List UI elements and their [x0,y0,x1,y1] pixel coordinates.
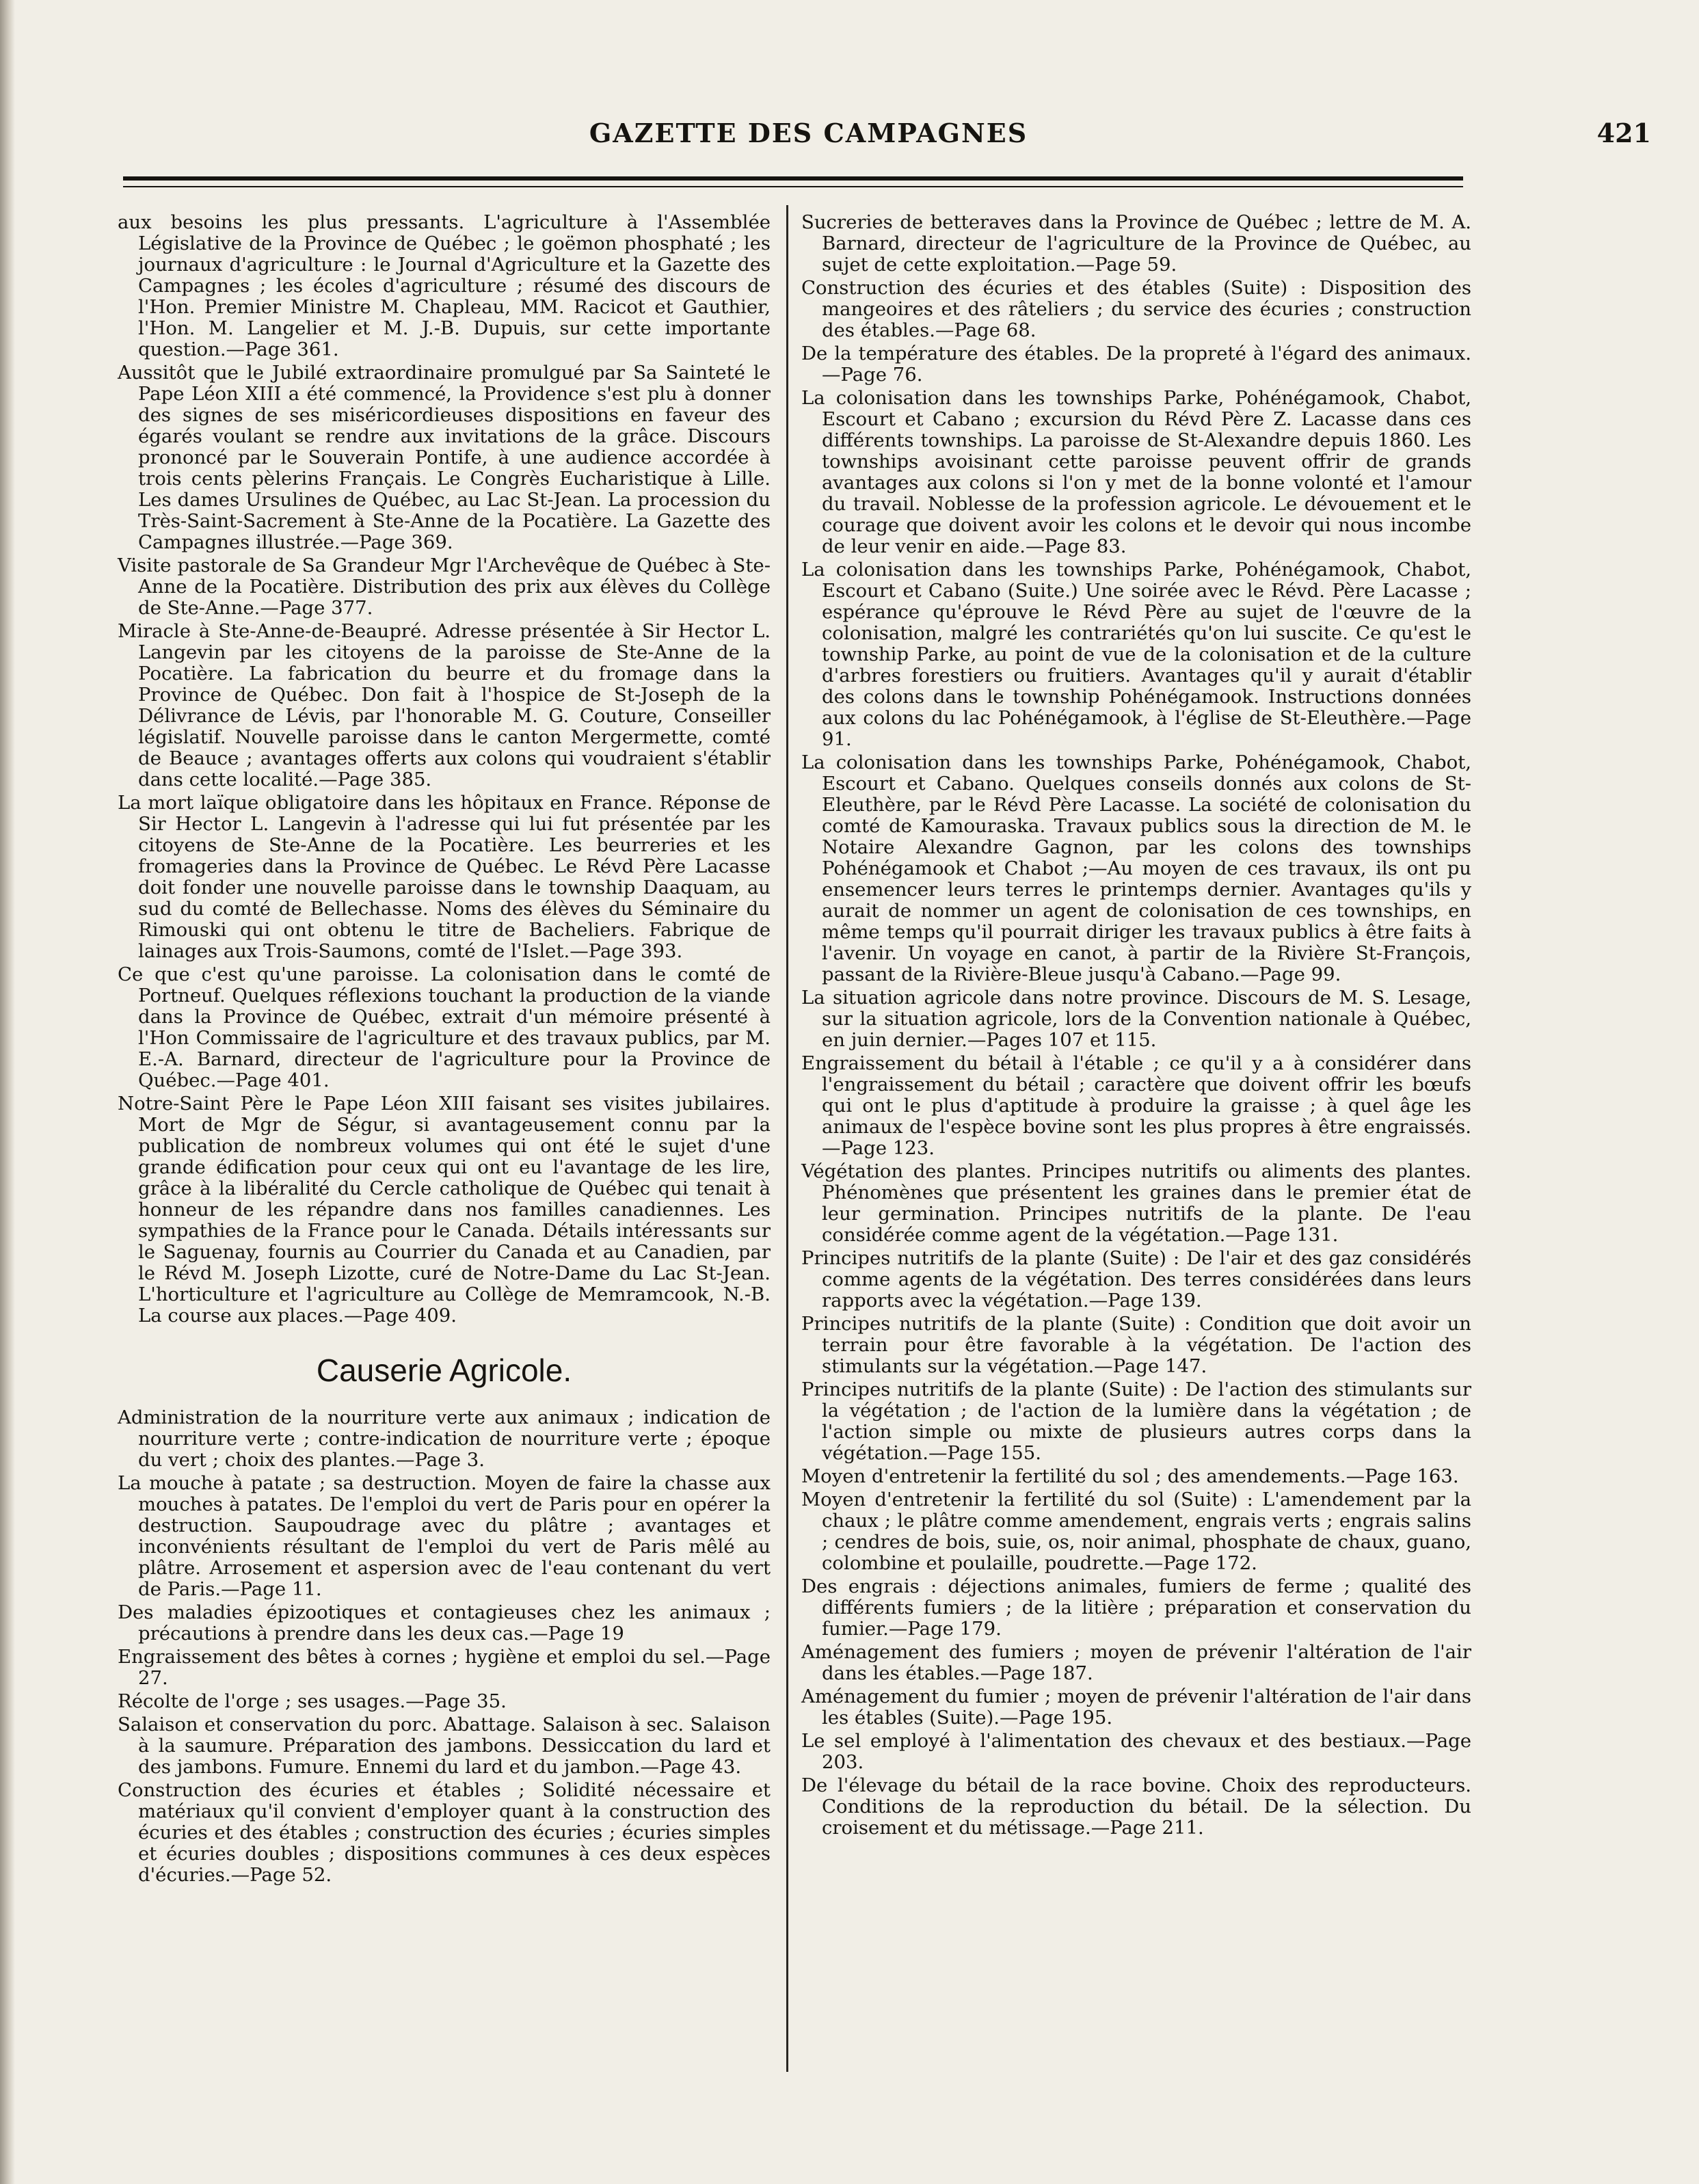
index-entry: Construction des écuries et des étables (Suite) : Disposition des mangeoires et des râteliers ; du service des écuries ; construction des étables.—Page 68. [801,277,1471,341]
column-divider [786,205,788,2072]
index-entry: Des engrais : déjections animales, fumiers de ferme ; qualité des différents fumiers ; de la litière ; préparation et conservation du fumier.—Page 179. [801,1575,1471,1640]
index-entry: Principes nutritifs de la plante (Suite) : De l'air et des gaz considérés comme agents de la végétation. Des terres considérées dans leurs rapports avec la végétation.—Page 139. [801,1247,1471,1311]
index-entry: Aussitôt que le Jubilé extraordinaire promulgué par Sa Sainteté le Pape Léon XIII a été commencé, la Providence s'est plu à donner des signes de ses miséricordieuses dispositions en faveur des égarés voulant se rendre aux invitations de la grâce. Discours prononcé par le Souverain Pontife, à une audience accordée à trois cents pèlerins Français. Le Congrès Eucharistique à Lille. Les dames Ursulines de Québec, au Lac St-Jean. La procession du Très-Saint-Sacrement à Ste-Anne de la Pocatière. La Gazette des Campagnes illustrée.—Page 369. [118,362,771,553]
index-entry: Le sel employé à l'alimentation des chevaux et des bestiaux.—Page 203. [801,1730,1471,1773]
left-column [118,212,771,1888]
index-entry: Miracle à Ste-Anne-de-Beaupré. Adresse présentée à Sir Hector L. Langevin par les citoyens de la paroisse de Ste-Anne de la Pocatière. La fabrication du beurre et du fromage dans la Province de Québec. Don fait à l'hospice de St-Joseph de la Délivrance de Lévis, par l'honorable M. G. Couture, Conseiller législatif. Nouvelle paroisse dans le canton Mergermette, comté de Beauce ; avantages offerts aux colons qui voudraient s'établir dans cette localité.—Page 385. [118,620,771,790]
index-entry: De l'élevage du bétail de la race bovine. Choix des reproducteurs. Conditions de la reproduction du bétail. De la sélection. Du croisement et du métissage.—Page 211. [801,1774,1471,1839]
index-entry: Des maladies épizootiques et contagieuses chez les animaux ; précautions à prendre dans les deux cas.—Page 19 [118,1601,771,1644]
index-entry: Végétation des plantes. Principes nutritifs ou aliments des plantes. Phénomènes que présentent les graines dans le premier état de leur germination. Principes nutritifs de la plante. De l'eau considérée comme agent de la végétation.—Page 131. [801,1160,1471,1246]
running-title: GAZETTE DES CAMPAGNES [589,118,1028,148]
index-entry: Notre-Saint Père le Pape Léon XIII faisant ses visites jubilaires. Mort de Mgr de Ségur, si avantageusement connu par la publication de nombreux volumes qui ont été le sujet d'une grande édification pour ceux qui ont eu l'avantage de les lire, grâce à la libéralité du Cercle catholique de Québec qui tenait à honneur de les répandre dans nos familles canadiennes. Les sympathies de la France pour le Canada. Détails intéressants sur le Saguenay, fournis au Courrier du Canada et au Canadien, par le Révd M. Joseph Lizotte, curé de Notre-Dame du Lac St-Jean. L'horticulture et l'agriculture au Collège de Memramcook, N.-B. La course aux places.—Page 409. [118,1093,771,1327]
index-entry: La colonisation dans les townships Parke, Pohénégamook, Chabot, Escourt et Cabano ; excursion du Révd Père Z. Lacasse dans ces différents townships. La paroisse de St-Alexandre depuis 1860. Les townships avoisinant cette paroisse peuvent offrir de grands avantages aux colons si l'on y met de la bonne volonté et l'amour du travail. Noblesse de la profession agricole. Le dévouement et le courage que doivent avoir les colons et le devoir qui nous incombe de leur venir en aide.—Page 83. [801,387,1471,557]
index-entry: La mouche à patate ; sa destruction. Moyen de faire la chasse aux mouches à patates. De l'emploi du vert de Paris pour en opérer la destruction. Saupoudrage avec du plâtre ; avantages et inconvénients résultant de l'emploi du vert de Paris mêlé au plâtre. Arrosement et aspersion avec de l'eau contenant du vert de Paris.—Page 11. [118,1472,771,1600]
index-entry: Aménagement du fumier ; moyen de prévenir l'altération de l'air dans les étables (Suite).—Page 195. [801,1686,1471,1729]
index-entry: Administration de la nourriture verte aux animaux ; indication de nourriture verte ; contre-indication de nourriture verte ; époque du vert ; choix des plantes.—Page 3. [118,1407,771,1471]
index-entry: Principes nutritifs de la plante (Suite) : De l'action des stimulants sur la végétation ; de l'action de la lumière dans la végétation ; de l'action simple ou mixte de plusieurs autres corps dans la végétation.—Page 155. [801,1379,1471,1464]
index-entry: Salaison et conservation du porc. Abattage. Salaison à sec. Salaison à la saumure. Préparation des jambons. Dessiccation du lard et des jambons. Fumure. Ennemi du lard et du jambon.—Page 43. [118,1714,771,1778]
index-entry: Engraissement des bêtes à cornes ; hygiène et emploi du sel.—Page 27. [118,1646,771,1689]
index-entry: La mort laïque obligatoire dans les hôpitaux en France. Réponse de Sir Hector L. Langevin à l'adresse qui lui fut présentée par les citoyens de Ste-Anne de la Pocatière. Les beurreries et les fromageries dans la Province de Québec. Le Révd Père Lacasse doit fonder une nouvelle paroisse dans le township Daaquam, au sud du comté de Bellechasse. Noms des élèves du Séminaire du Rimouski qui ont obtenu le titre de Bacheliers. Fabrique de lainages aux Trois-Saumons, comté de l'Islet.—Page 393. [118,792,771,962]
index-entry: Aménagement des fumiers ; moyen de prévenir l'altération de l'air dans les étables.—Page 187. [801,1641,1471,1684]
index-entry: Récolte de l'orge ; ses usages.—Page 35. [118,1690,507,1712]
index-entry: Visite pastorale de Sa Grandeur Mgr l'Archevêque de Québec à Ste-Anne de la Pocatière. Distribution des prix aux élèves du Collège de Ste-Anne.—Page 377. [118,555,771,619]
index-entry: Principes nutritifs de la plante (Suite) : Condition que doit avoir un terrain pour être favorable à la végétation. De l'action des stimulants sur la végétation.—Page 147. [801,1313,1471,1377]
page-number: 421 [1596,118,1651,148]
scan-edge [0,0,15,2184]
index-entry: Ce que c'est qu'une paroisse. La colonisation dans le comté de Portneuf. Quelques réflexions touchant la production de la viande dans la Province de Québec, extrait d'un mémoire présenté à l'Hon Commissaire de l'agriculture et des travaux publics, par M. E.-A. Barnard, directeur de l'agriculture pour la Province de Québec.—Page 401. [118,963,771,1091]
index-entry: Moyen d'entretenir la fertilité du sol ; des amendements.—Page 163. [801,1465,1459,1487]
index-entry: Sucreries de betteraves dans la Province de Québec ; lettre de M. A. Barnard, directeur de l'agriculture de la Province de Québec, au sujet de cette exploitation.—Page 59. [801,211,1471,276]
right-column [801,212,1471,1841]
index-entry: La colonisation dans les townships Parke, Pohénégamook, Chabot, Escourt et Cabano. Quelques conseils donnés aux colons de St-Eleuthère, par le Révd Père Lacasse. La société de colonisation du comté de Kamouraska. Travaux publics sous la direction de M. le Notaire Alexandre Gagnon, par les colons des townships Pohénégamook et Chabot ;—Au moyen de ces travaux, ils ont pu ensemencer leurs terres le printemps dernier. Avantages qu'ils y aurait de nommer un agent de colonisation de ces townships, en même temps qu'il pourrait diriger les travaux publics à être faits à l'avenir. Un voyage en canot, à partir de la Rivière St-François, passant de la Rivière-Bleue jusqu'à Cabano.—Page 99. [801,751,1471,985]
index-entry: Construction des écuries et étables ; Solidité nécessaire et matériaux qu'il convient d'employer quant à la construction des écuries et des étables ; construction des écuries ; écuries simples et écuries doubles ; dispositions communes à ces deux espèces d'écuries.—Page 52. [118,1779,771,1886]
index-entry: La colonisation dans les townships Parke, Pohénégamook, Chabot, Escourt et Cabano (Suite.) Une soirée avec le Révd. Père Lacasse ; espérance qu'éprouve le Révd Père au sujet de l'œuvre de la colonisation, malgré les contrariétés qu'on lui suscite. Ce qu'est le township Parke, au point de vue de la colonisation et de la culture d'arbres forestiers ou fruitiers. Avantages qu'il y aurait d'établir des colons dans le township Pohénégamook. Instructions données aux colons du lac Pohénégamook, à l'église de St-Eleuthère.—Page 91. [801,559,1471,750]
index-entry: Engraissement du bétail à l'étable ; ce qu'il y a à considérer dans l'engraissement du bétail ; caractère que doivent offrir les bœufs qui ont le plus d'aptitude à produire la graisse ; à quel âge les animaux de l'espèce bovine sont les plus propres à être engraissés.—Page 123. [801,1052,1471,1159]
index-entry: De la température des étables. De la propreté à l'égard des animaux.—Page 76. [801,343,1471,386]
index-entry: Moyen d'entretenir la fertilité du sol (Suite) : L'amendement par la chaux ; le plâtre comme amendement, engrais verts ; engrais salins ; cendres de bois, suie, os, noir animal, phosphate de chaux, guano, colombine et poulaille, poudrette.—Page 172. [801,1489,1471,1574]
header-rule-thin [123,186,1463,187]
index-entry: aux besoins les plus pressants. L'agriculture à l'Assemblée Législative de la Province de Québec ; le goëmon phosphaté ; les journaux d'agriculture : le Journal d'Agriculture et la Gazette des Campagnes ; les écoles d'agriculture ; résumé des discours de l'Hon. Premier Ministre M. Chapleau, MM. Racicot et Gauthier, l'Hon. M. Langelier et M. J.-B. Dupuis, sur cette importante question.—Page 361. [118,211,771,360]
header-rule-thick [123,176,1463,181]
page-header [123,118,1651,159]
index-entry: La situation agricole dans notre province. Discours de M. S. Lesage, sur la situation agricole, lors de la Convention nationale à Québec, en juin dernier.—Pages 107 et 115. [801,987,1471,1051]
section-heading: Causerie Agricole. [316,1353,572,1388]
